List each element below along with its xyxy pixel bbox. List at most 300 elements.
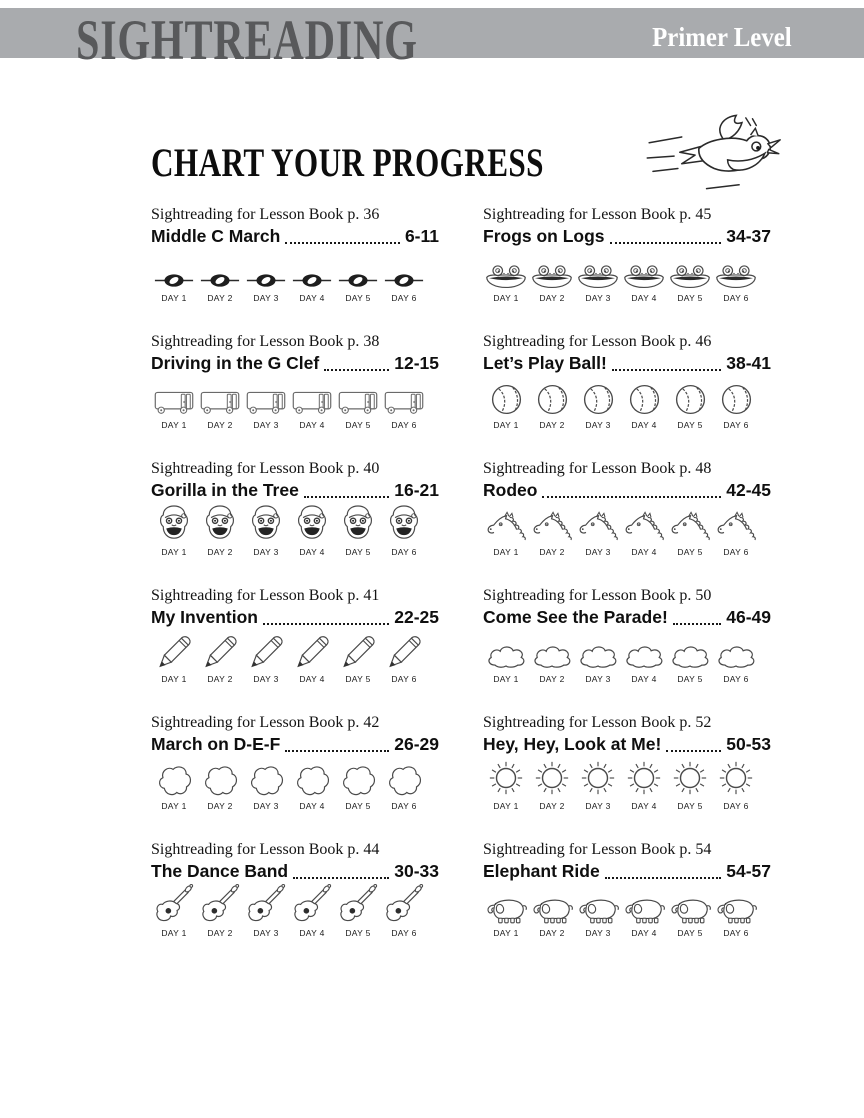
day-cell bbox=[197, 272, 243, 303]
lesson-reference: Sightreading for Lesson Book p. 40 bbox=[151, 460, 380, 477]
day-row bbox=[483, 759, 771, 811]
page-range: 50-53 bbox=[726, 734, 771, 755]
cloud-icon bbox=[669, 642, 711, 670]
day-label: DAY 1 bbox=[493, 928, 519, 938]
day-cell bbox=[621, 263, 667, 303]
horse-head-icon bbox=[577, 510, 620, 543]
day-label: DAY 1 bbox=[161, 420, 187, 430]
sun-icon bbox=[487, 759, 525, 797]
lesson-reference: Sightreading for Lesson Book p. 42 bbox=[151, 714, 380, 731]
day-cell bbox=[621, 383, 667, 430]
horse-head-icon bbox=[623, 510, 666, 543]
sun-icon bbox=[717, 759, 755, 797]
dotted-leader bbox=[304, 496, 389, 498]
dotted-leader bbox=[285, 242, 400, 244]
song-title-row bbox=[483, 227, 771, 246]
progress-entry bbox=[151, 587, 439, 684]
day-cell bbox=[483, 383, 529, 430]
song-title-row bbox=[483, 608, 771, 627]
day-cell bbox=[575, 642, 621, 684]
day-row bbox=[151, 763, 439, 811]
day-cell bbox=[529, 383, 575, 430]
day-label: DAY 1 bbox=[493, 801, 519, 811]
guitar-icon bbox=[338, 882, 378, 924]
song-title: Middle C March bbox=[151, 226, 281, 247]
day-label: DAY 5 bbox=[345, 420, 371, 430]
frog-icon bbox=[530, 263, 574, 289]
day-row bbox=[483, 642, 771, 684]
day-cell bbox=[151, 763, 197, 811]
day-label: DAY 3 bbox=[253, 547, 279, 557]
song-title-row bbox=[151, 862, 439, 881]
day-label: DAY 6 bbox=[391, 674, 417, 684]
song-title: Frogs on Logs bbox=[483, 226, 605, 247]
day-row bbox=[151, 388, 439, 430]
song-title: The Dance Band bbox=[151, 861, 289, 882]
lesson-reference: Sightreading for Lesson Book p. 50 bbox=[483, 587, 712, 604]
day-label: DAY 4 bbox=[631, 420, 657, 430]
progress-entry bbox=[151, 206, 439, 303]
day-cell bbox=[575, 759, 621, 811]
elephant-icon bbox=[530, 896, 574, 924]
pencil-icon bbox=[249, 634, 284, 670]
elephant-icon bbox=[622, 896, 666, 924]
day-cell bbox=[381, 272, 427, 303]
day-cell bbox=[289, 388, 335, 430]
gorilla-icon bbox=[295, 503, 329, 543]
cloud-icon bbox=[577, 642, 619, 670]
day-cell bbox=[335, 503, 381, 557]
lesson-reference: Sightreading for Lesson Book p. 54 bbox=[483, 841, 712, 858]
day-cell bbox=[713, 510, 759, 557]
page-range: 38-41 bbox=[726, 353, 771, 374]
day-label: DAY 2 bbox=[207, 928, 233, 938]
whole-note-icon bbox=[292, 272, 332, 289]
page-range: 46-49 bbox=[726, 607, 771, 628]
day-label: DAY 5 bbox=[677, 420, 703, 430]
lesson-reference: Sightreading for Lesson Book p. 46 bbox=[483, 333, 712, 350]
day-row bbox=[483, 896, 771, 938]
day-cell bbox=[289, 882, 335, 938]
whole-note-icon bbox=[246, 272, 286, 289]
day-label: DAY 1 bbox=[493, 293, 519, 303]
day-cell bbox=[713, 642, 759, 684]
bus-icon bbox=[153, 388, 195, 416]
sun-icon bbox=[625, 759, 663, 797]
pencil-icon bbox=[387, 634, 422, 670]
page-range: 34-37 bbox=[726, 226, 771, 247]
dotted-leader bbox=[673, 623, 721, 625]
day-label: DAY 6 bbox=[391, 801, 417, 811]
flying-bird-icon bbox=[645, 114, 793, 202]
song-title: My Invention bbox=[151, 607, 258, 628]
lesson-reference: Sightreading for Lesson Book p. 38 bbox=[151, 333, 380, 350]
page-range: 6-11 bbox=[404, 226, 439, 247]
day-cell bbox=[335, 882, 381, 938]
day-row bbox=[151, 503, 439, 557]
page-range: 54-57 bbox=[726, 861, 771, 882]
day-cell bbox=[529, 642, 575, 684]
day-cell bbox=[335, 388, 381, 430]
day-row bbox=[483, 510, 771, 557]
song-title-row bbox=[151, 354, 439, 373]
horse-head-icon bbox=[485, 510, 528, 543]
day-cell bbox=[243, 503, 289, 557]
day-cell bbox=[335, 763, 381, 811]
day-cell bbox=[151, 882, 197, 938]
day-label: DAY 5 bbox=[345, 674, 371, 684]
day-label: DAY 3 bbox=[253, 293, 279, 303]
frog-icon bbox=[622, 263, 666, 289]
frog-icon bbox=[576, 263, 620, 289]
lesson-reference: Sightreading for Lesson Book p. 44 bbox=[151, 841, 380, 858]
dotted-leader bbox=[610, 242, 722, 244]
dotted-leader bbox=[285, 750, 389, 752]
horse-head-icon bbox=[531, 510, 574, 543]
cloud-icon bbox=[715, 642, 757, 670]
progress-entry bbox=[483, 714, 771, 811]
day-label: DAY 5 bbox=[677, 293, 703, 303]
progress-grid bbox=[151, 206, 771, 938]
page-title: CHART YOUR PROGRESS bbox=[151, 140, 544, 185]
day-label: DAY 5 bbox=[345, 928, 371, 938]
day-cell bbox=[667, 759, 713, 811]
day-label: DAY 5 bbox=[345, 293, 371, 303]
lesson-reference: Sightreading for Lesson Book p. 52 bbox=[483, 714, 712, 731]
whole-note-icon bbox=[154, 272, 194, 289]
day-cell bbox=[243, 634, 289, 684]
pencil-icon bbox=[341, 634, 376, 670]
day-cell bbox=[713, 383, 759, 430]
day-label: DAY 1 bbox=[161, 928, 187, 938]
bus-icon bbox=[291, 388, 333, 416]
guitar-icon bbox=[246, 882, 286, 924]
day-label: DAY 2 bbox=[207, 547, 233, 557]
day-cell bbox=[381, 388, 427, 430]
pencil-icon bbox=[157, 634, 192, 670]
day-label: DAY 5 bbox=[345, 547, 371, 557]
pencil-icon bbox=[295, 634, 330, 670]
day-label: DAY 6 bbox=[723, 928, 749, 938]
horse-head-icon bbox=[669, 510, 712, 543]
page-range: 22-25 bbox=[394, 607, 439, 628]
day-label: DAY 6 bbox=[391, 928, 417, 938]
day-cell bbox=[381, 503, 427, 557]
day-cell bbox=[335, 634, 381, 684]
bus-icon bbox=[199, 388, 241, 416]
day-label: DAY 1 bbox=[161, 674, 187, 684]
day-cell bbox=[197, 388, 243, 430]
day-cell bbox=[667, 642, 713, 684]
bus-icon bbox=[383, 388, 425, 416]
day-label: DAY 6 bbox=[723, 801, 749, 811]
sun-icon bbox=[671, 759, 709, 797]
day-cell bbox=[243, 882, 289, 938]
day-row bbox=[151, 882, 439, 938]
day-cell bbox=[243, 388, 289, 430]
day-label: DAY 4 bbox=[631, 801, 657, 811]
day-cell bbox=[289, 763, 335, 811]
song-title-row bbox=[151, 735, 439, 754]
day-cell bbox=[151, 503, 197, 557]
day-label: DAY 4 bbox=[299, 674, 325, 684]
dotted-leader bbox=[324, 369, 389, 371]
day-label: DAY 6 bbox=[723, 674, 749, 684]
day-label: DAY 2 bbox=[539, 674, 565, 684]
elephant-icon bbox=[576, 896, 620, 924]
lesson-reference: Sightreading for Lesson Book p. 48 bbox=[483, 460, 712, 477]
day-label: DAY 1 bbox=[493, 547, 519, 557]
sun-icon bbox=[533, 759, 571, 797]
elephant-icon bbox=[484, 896, 528, 924]
day-cell bbox=[243, 272, 289, 303]
lesson-reference: Sightreading for Lesson Book p. 36 bbox=[151, 206, 380, 223]
progress-entry bbox=[151, 333, 439, 430]
progress-entry bbox=[483, 206, 771, 303]
day-cell bbox=[197, 763, 243, 811]
day-label: DAY 4 bbox=[299, 293, 325, 303]
song-title: Let’s Play Ball! bbox=[483, 353, 607, 374]
day-cell bbox=[667, 896, 713, 938]
day-label: DAY 5 bbox=[677, 801, 703, 811]
guitar-icon bbox=[292, 882, 332, 924]
day-cell bbox=[529, 759, 575, 811]
gorilla-icon bbox=[157, 503, 191, 543]
song-title: Rodeo bbox=[483, 480, 538, 501]
cloud-icon bbox=[531, 642, 573, 670]
song-title: Elephant Ride bbox=[483, 861, 600, 882]
day-row bbox=[483, 383, 771, 430]
whole-note-icon bbox=[338, 272, 378, 289]
series-title: SIGHTREADING bbox=[76, 9, 418, 72]
song-title-row bbox=[483, 481, 771, 500]
day-cell bbox=[713, 896, 759, 938]
guitar-icon bbox=[200, 882, 240, 924]
baseball-icon bbox=[720, 383, 753, 416]
day-label: DAY 3 bbox=[585, 928, 611, 938]
baseball-icon bbox=[674, 383, 707, 416]
song-title: March on D-E-F bbox=[151, 734, 281, 755]
progress-entry bbox=[483, 841, 771, 938]
day-label: DAY 3 bbox=[585, 801, 611, 811]
day-cell bbox=[483, 510, 529, 557]
progress-entry bbox=[151, 714, 439, 811]
frog-icon bbox=[668, 263, 712, 289]
whole-note-icon bbox=[200, 272, 240, 289]
dotted-leader bbox=[666, 750, 721, 752]
day-label: DAY 2 bbox=[207, 420, 233, 430]
day-label: DAY 1 bbox=[161, 547, 187, 557]
day-cell bbox=[197, 503, 243, 557]
day-label: DAY 4 bbox=[631, 928, 657, 938]
day-label: DAY 6 bbox=[391, 293, 417, 303]
puff-cloud-icon bbox=[294, 763, 331, 797]
day-label: DAY 3 bbox=[253, 928, 279, 938]
day-cell bbox=[151, 388, 197, 430]
day-label: DAY 5 bbox=[677, 674, 703, 684]
page-range: 30-33 bbox=[394, 861, 439, 882]
day-label: DAY 4 bbox=[299, 547, 325, 557]
day-cell bbox=[621, 510, 667, 557]
song-title: Gorilla in the Tree bbox=[151, 480, 299, 501]
day-cell bbox=[381, 763, 427, 811]
day-cell bbox=[575, 263, 621, 303]
gorilla-icon bbox=[387, 503, 421, 543]
day-label: DAY 2 bbox=[207, 674, 233, 684]
gorilla-icon bbox=[341, 503, 375, 543]
day-label: DAY 1 bbox=[493, 420, 519, 430]
day-cell bbox=[289, 503, 335, 557]
day-cell bbox=[575, 896, 621, 938]
song-title-row bbox=[483, 735, 771, 754]
gorilla-icon bbox=[249, 503, 283, 543]
song-title: Come See the Parade! bbox=[483, 607, 668, 628]
dotted-leader bbox=[612, 369, 721, 371]
day-cell bbox=[197, 634, 243, 684]
baseball-icon bbox=[536, 383, 569, 416]
day-label: DAY 6 bbox=[391, 547, 417, 557]
day-label: DAY 3 bbox=[585, 674, 611, 684]
day-label: DAY 1 bbox=[493, 674, 519, 684]
frog-icon bbox=[714, 263, 758, 289]
day-label: DAY 2 bbox=[539, 547, 565, 557]
song-title: Hey, Hey, Look at Me! bbox=[483, 734, 662, 755]
day-label: DAY 5 bbox=[677, 547, 703, 557]
day-row bbox=[151, 634, 439, 684]
day-label: DAY 4 bbox=[299, 928, 325, 938]
song-title-row bbox=[151, 608, 439, 627]
day-cell bbox=[381, 634, 427, 684]
guitar-icon bbox=[384, 882, 424, 924]
day-cell bbox=[529, 896, 575, 938]
day-label: DAY 6 bbox=[391, 420, 417, 430]
lesson-reference: Sightreading for Lesson Book p. 41 bbox=[151, 587, 380, 604]
dotted-leader bbox=[293, 877, 389, 879]
day-label: DAY 3 bbox=[253, 801, 279, 811]
day-cell bbox=[621, 759, 667, 811]
day-label: DAY 6 bbox=[723, 547, 749, 557]
day-row bbox=[483, 263, 771, 303]
day-cell bbox=[483, 263, 529, 303]
progress-entry bbox=[483, 587, 771, 684]
day-label: DAY 4 bbox=[631, 674, 657, 684]
dotted-leader bbox=[605, 877, 722, 879]
sun-icon bbox=[579, 759, 617, 797]
day-label: DAY 2 bbox=[539, 928, 565, 938]
day-cell bbox=[197, 882, 243, 938]
gorilla-icon bbox=[203, 503, 237, 543]
day-cell bbox=[151, 272, 197, 303]
song-title: Driving in the G Clef bbox=[151, 353, 320, 374]
day-label: DAY 1 bbox=[161, 801, 187, 811]
day-cell bbox=[243, 763, 289, 811]
guitar-icon bbox=[154, 882, 194, 924]
baseball-icon bbox=[582, 383, 615, 416]
level-badge: Primer Level bbox=[652, 22, 792, 52]
bus-icon bbox=[337, 388, 379, 416]
day-cell bbox=[575, 383, 621, 430]
dotted-leader bbox=[542, 496, 721, 498]
page-range: 26-29 bbox=[394, 734, 439, 755]
page-range: 16-21 bbox=[394, 480, 439, 501]
day-label: DAY 2 bbox=[539, 801, 565, 811]
puff-cloud-icon bbox=[156, 763, 193, 797]
page-range: 12-15 bbox=[394, 353, 439, 374]
day-cell bbox=[713, 263, 759, 303]
day-cell bbox=[667, 383, 713, 430]
progress-entry bbox=[483, 460, 771, 557]
day-label: DAY 6 bbox=[723, 420, 749, 430]
puff-cloud-icon bbox=[340, 763, 377, 797]
day-label: DAY 2 bbox=[207, 293, 233, 303]
puff-cloud-icon bbox=[386, 763, 423, 797]
puff-cloud-icon bbox=[202, 763, 239, 797]
day-label: DAY 4 bbox=[631, 547, 657, 557]
day-label: DAY 4 bbox=[299, 801, 325, 811]
song-title-row bbox=[483, 862, 771, 881]
day-label: DAY 3 bbox=[253, 674, 279, 684]
song-title-row bbox=[483, 354, 771, 373]
pencil-icon bbox=[203, 634, 238, 670]
day-label: DAY 2 bbox=[539, 293, 565, 303]
day-label: DAY 5 bbox=[677, 928, 703, 938]
day-label: DAY 3 bbox=[253, 420, 279, 430]
day-label: DAY 3 bbox=[585, 420, 611, 430]
day-label: DAY 2 bbox=[207, 801, 233, 811]
day-cell bbox=[575, 510, 621, 557]
song-title-row bbox=[151, 227, 439, 246]
dotted-leader bbox=[263, 623, 389, 625]
baseball-icon bbox=[490, 383, 523, 416]
day-cell bbox=[483, 642, 529, 684]
day-cell bbox=[529, 510, 575, 557]
day-cell bbox=[483, 896, 529, 938]
day-cell bbox=[289, 634, 335, 684]
page-range: 42-45 bbox=[726, 480, 771, 501]
day-cell bbox=[381, 882, 427, 938]
day-label: DAY 4 bbox=[299, 420, 325, 430]
cloud-icon bbox=[485, 642, 527, 670]
day-label: DAY 3 bbox=[585, 293, 611, 303]
day-label: DAY 4 bbox=[631, 293, 657, 303]
day-cell bbox=[713, 759, 759, 811]
day-cell bbox=[667, 263, 713, 303]
progress-entry bbox=[151, 460, 439, 557]
day-label: DAY 5 bbox=[345, 801, 371, 811]
day-label: DAY 1 bbox=[161, 293, 187, 303]
day-cell bbox=[529, 263, 575, 303]
progress-entry bbox=[151, 841, 439, 938]
day-label: DAY 2 bbox=[539, 420, 565, 430]
day-label: DAY 6 bbox=[723, 293, 749, 303]
song-title-row bbox=[151, 481, 439, 500]
day-cell bbox=[335, 272, 381, 303]
frog-icon bbox=[484, 263, 528, 289]
progress-entry bbox=[483, 333, 771, 430]
horse-head-icon bbox=[715, 510, 758, 543]
bus-icon bbox=[245, 388, 287, 416]
whole-note-icon bbox=[384, 272, 424, 289]
day-cell bbox=[483, 759, 529, 811]
day-label: DAY 3 bbox=[585, 547, 611, 557]
day-cell bbox=[667, 510, 713, 557]
baseball-icon bbox=[628, 383, 661, 416]
puff-cloud-icon bbox=[248, 763, 285, 797]
day-cell bbox=[289, 272, 335, 303]
lesson-reference: Sightreading for Lesson Book p. 45 bbox=[483, 206, 712, 223]
elephant-icon bbox=[668, 896, 712, 924]
elephant-icon bbox=[714, 896, 758, 924]
